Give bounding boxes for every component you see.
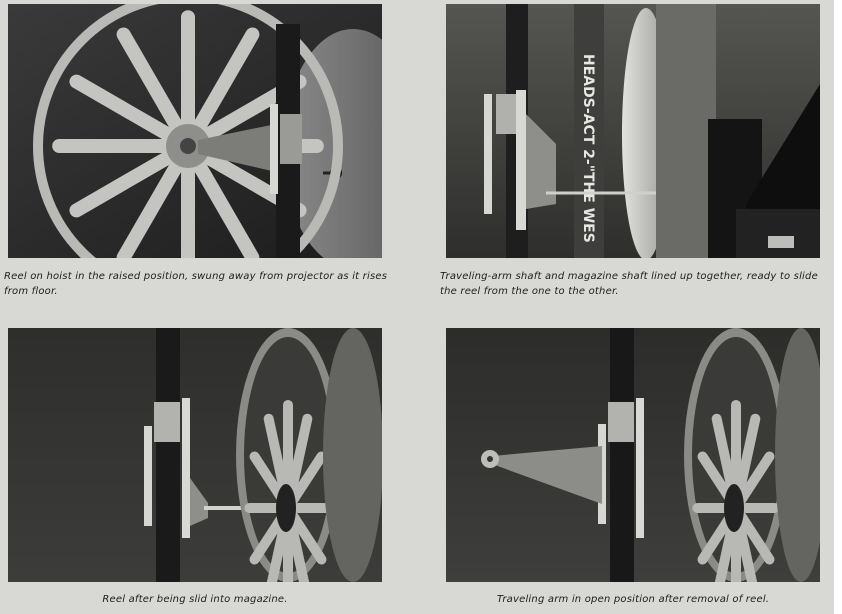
photo-arm-open (446, 328, 820, 582)
caption-reel-raised: Reel on hoist in the raised position, swung away from projector as it rises from floor. (4, 271, 388, 297)
photo-reel-in-magazine (8, 328, 382, 582)
film-leader-label: HEADS-ACT 2-"THE WES (580, 54, 596, 243)
caption-reel-in-magazine: Reel after being slid into magazine. (102, 594, 288, 605)
caption-arm-open: Traveling arm in open position after removal of reel. (496, 594, 770, 605)
photo-shafts-aligned (446, 4, 820, 258)
caption-shafts-aligned: Traveling-arm shaft and magazine shaft lined up together, ready to slide the reel from the one to the other. (440, 271, 818, 297)
photo-reel-raised (8, 4, 382, 258)
